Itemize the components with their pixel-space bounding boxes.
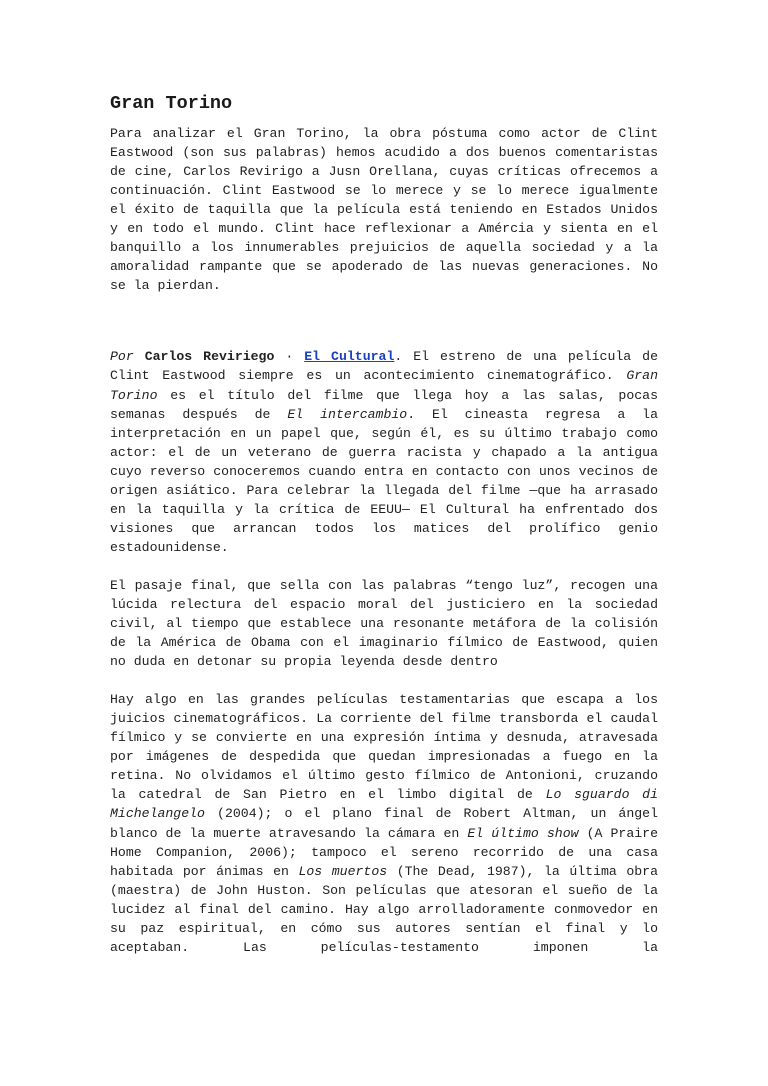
film-title: Gran Torino: [110, 368, 658, 403]
document-title: Gran Torino: [110, 93, 233, 114]
p1-text-1: . El estreno de una película de Clint Eastwood siempre es un acontecimiento cinematográfico.: [110, 349, 658, 384]
film-title: Los muertos: [298, 863, 388, 879]
p1-text-3: . El cineasta regresa a la interpretación en un papel que, según él, es su último trabajo como actor: el de un veterano de guerra racista y chapado a la antigua cuyo reverso conoceremos cuando entra en contacto con unos vecinos de origen asiático. Para celebrar la llegada del filme —que ha arrasado en la taquilla y la crítica de EEUU— El Cultural ha enfrentado dos visiones que arrancan todos los matices del prolífico genio estadounidense.: [110, 406, 658, 555]
p3-text-2: (2004); o el plano final de Robert Altman, un ángel blanco de la muerte atravesando la cámara en: [110, 806, 659, 841]
source-link[interactable]: El Cultural: [304, 349, 395, 365]
byline-separator: ·: [285, 349, 294, 365]
p1-text-2: es el título del filme que llega hoy a las salas, pocas semanas después de: [110, 387, 658, 422]
review-paragraph-2: El pasaje final, que sella con las palabras “tengo luz”, recogen una lúcida relectura del espacio moral del justiciero en la sociedad civil, al tiempo que establece una resonante metáfora de la colisión de la América de Obama con el imaginario fílmico de Eastwood, quien no duda en detonar su propia leyenda desde dentro: [110, 577, 658, 670]
p3-text-3: (A Praire Home Companion, 2006); tampoco el sereno recorrido de una casa habitada por ánimas en: [110, 825, 658, 879]
document-page: [110, 92, 658, 976]
film-title: Lo sguardo di Michelangelo: [110, 787, 658, 822]
intro-paragraph: Para analizar el Gran Torino, la obra póstuma como actor de Clint Eastwood (son sus palabras) hemos acudido a dos buenos comentaristas de cine, Carlos Revirigo a Jusn Orellana, cuyas críticas ofrecemos a continuación. Clint Eastwood se lo merece y se lo merece igualmente el éxito de taquilla que la película está teniendo en Estados Unidos y en todo el mundo. Clint hace reflexionar a Amércia y sienta en el banquillo a los innumerables prejuicios de aquella sociedad y a la amoralidad rampante que se apoderado de las nuevas generaciones. No se la pierdan.: [110, 126, 658, 294]
film-title: El intercambio: [287, 406, 408, 422]
review-paragraph-1: [110, 347, 658, 557]
p3-text-1: Hay algo en las grandes películas testamentarias que escapa a los juicios cinematográficos. La corriente del filme transborda el caudal fílmico y se convierte en una expresión íntima y desnuda, atravesada por imágenes de despedida que quedan impresionadas a fuego en la retina. No olvidamos el último gesto fílmico de Antonioni, cruzando la catedral de San Pietro en el limbo digital de: [110, 692, 658, 803]
film-title: El último show: [467, 825, 579, 841]
p3-text-4: (The Dead, 1987), la última obra (maestra) de John Huston. Son películas que atesoran el sueño de la lucidez al final del camino. Hay algo arrolladoramente conmovedor en su paz espiritual, en cómo sus autores sentían el final y lo aceptaban. Las películas-testamento imponen la: [110, 863, 658, 955]
review-paragraph-3: [110, 690, 658, 957]
byline-prefix: Por: [110, 349, 134, 365]
author-name: Carlos Reviriego: [144, 349, 275, 365]
